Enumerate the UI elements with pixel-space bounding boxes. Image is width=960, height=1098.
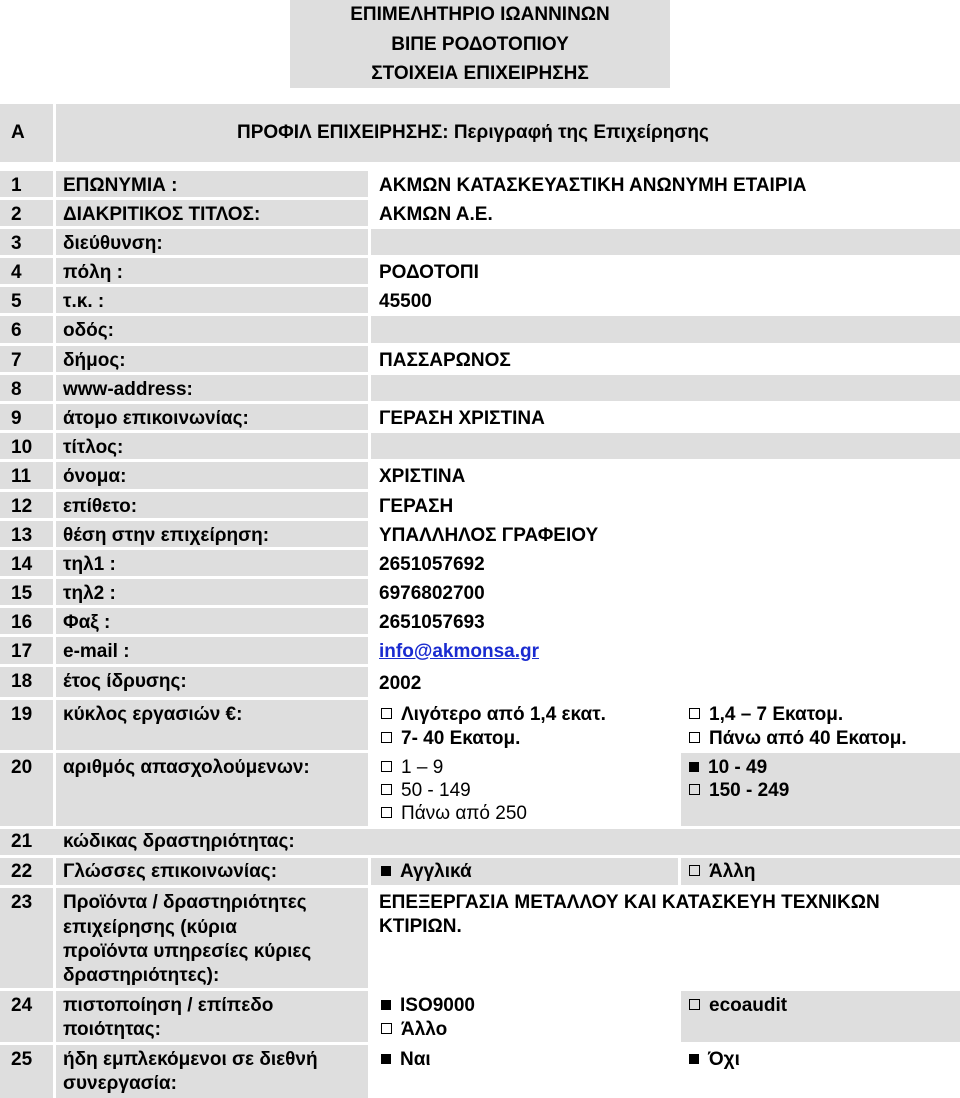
table-row bbox=[0, 375, 960, 401]
row-number: 2 bbox=[11, 204, 22, 225]
row-label: επιχείρησης (κύρια bbox=[63, 917, 237, 938]
option-employees-10-49[interactable]: 10 - 49 bbox=[689, 756, 767, 780]
row-value: ΠΑΣΣΑΡΩΝΟΣ bbox=[379, 350, 511, 371]
checkbox-empty-icon bbox=[689, 999, 700, 1010]
section-letter: Α bbox=[11, 122, 25, 143]
row-languages bbox=[0, 858, 960, 885]
row-label: δήμος: bbox=[63, 350, 126, 371]
row-label: πιστοποίηση / επίπεδο bbox=[63, 995, 274, 1016]
option-language-english[interactable]: Αγγλικά bbox=[381, 860, 472, 884]
row-number: 13 bbox=[11, 525, 33, 546]
row-number: 11 bbox=[11, 466, 32, 487]
row-label: έτος ίδρυσης: bbox=[63, 671, 187, 692]
row-number: 25 bbox=[11, 1049, 33, 1070]
option-cert-iso9000[interactable]: ISO9000 bbox=[381, 994, 475, 1018]
row-number: 22 bbox=[11, 861, 33, 882]
table-row bbox=[0, 521, 960, 547]
row-certification bbox=[0, 991, 960, 1042]
table-row bbox=[0, 492, 960, 518]
row-label: συνεργασία: bbox=[63, 1073, 177, 1094]
row-label: Γλώσσες επικοινωνίας: bbox=[63, 861, 278, 882]
row-number: 23 bbox=[11, 892, 33, 913]
table-row bbox=[0, 200, 960, 226]
checkbox-empty-icon bbox=[381, 761, 392, 772]
products-value: ΕΠΕΞΕΡΓΑΣΙΑ ΜΕΤΑΛΛΟΥ ΚΑΙ ΚΑΤΑΣΚΕΥΗ ΤΕΧΝΙΚΩΝ bbox=[379, 892, 880, 913]
row-label: διεύθυνση: bbox=[63, 233, 163, 254]
checkbox-empty-icon bbox=[381, 784, 392, 795]
option-language-other[interactable]: Άλλη bbox=[689, 860, 755, 884]
checkbox-empty-icon bbox=[689, 708, 700, 719]
row-number: 12 bbox=[11, 496, 33, 517]
row-label: e-mail : bbox=[63, 641, 130, 662]
table-row bbox=[0, 637, 960, 664]
row-number: 16 bbox=[11, 612, 33, 633]
option-cert-other[interactable]: Άλλο bbox=[381, 1018, 447, 1042]
row-number: 20 bbox=[11, 757, 33, 778]
row-label: τίτλος: bbox=[63, 437, 124, 458]
row-value: 2651057693 bbox=[379, 612, 485, 633]
row-label: όνομα: bbox=[63, 466, 127, 487]
row-label: αριθμός απασχολούμενων: bbox=[63, 757, 310, 778]
checkbox-empty-icon bbox=[381, 732, 392, 743]
table-row bbox=[0, 229, 960, 255]
row-number: 8 bbox=[11, 379, 22, 400]
checkbox-empty-icon bbox=[381, 807, 392, 818]
row-value: ΧΡΙΣΤΙΝΑ bbox=[379, 466, 466, 487]
row-value: 2651057692 bbox=[379, 554, 485, 575]
header-subtitle: ΒΙΠΕ ΡΟΔΟΤΟΠΙΟΥ bbox=[391, 34, 569, 55]
row-value: 2002 bbox=[379, 673, 422, 694]
table-row bbox=[0, 404, 960, 430]
section-row bbox=[0, 104, 960, 162]
option-turnover-1-4-7[interactable]: 1,4 – 7 Εκατομ. bbox=[689, 703, 843, 727]
row-employees bbox=[0, 753, 960, 826]
row-number: 24 bbox=[11, 995, 33, 1016]
table-row bbox=[0, 258, 960, 284]
row-number: 10 bbox=[11, 437, 33, 458]
row-number: 17 bbox=[11, 641, 33, 662]
row-label: οδός: bbox=[63, 320, 114, 341]
option-turnover-7-40[interactable]: 7- 40 Εκατομ. bbox=[381, 727, 520, 751]
row-value: ΓΕΡΑΣΗ ΧΡΙΣΤΙΝΑ bbox=[379, 408, 545, 429]
row-label: Φαξ : bbox=[63, 612, 111, 633]
row-number: 6 bbox=[11, 320, 22, 341]
option-intl-no[interactable]: Όχι bbox=[689, 1048, 740, 1072]
row-label: κώδικας δραστηριότητας: bbox=[63, 831, 295, 852]
checkbox-empty-icon bbox=[381, 1023, 392, 1034]
table-row bbox=[0, 462, 960, 489]
row-number: 1 bbox=[11, 175, 22, 196]
row-label: προϊόντα υπηρεσίες κύριες bbox=[63, 941, 312, 962]
row-label: επίθετο: bbox=[63, 496, 138, 517]
row-label: ήδη εμπλεκόμενοι σε διεθνή bbox=[63, 1049, 318, 1070]
checkbox-filled-icon bbox=[381, 1000, 391, 1010]
row-number: 21 bbox=[11, 831, 33, 852]
email-link[interactable]: info@akmonsa.gr bbox=[379, 641, 539, 662]
row-value: ΓΕΡΑΣΗ bbox=[379, 496, 454, 517]
row-number: 9 bbox=[11, 408, 22, 429]
checkbox-empty-icon bbox=[381, 708, 392, 719]
row-label: πόλη : bbox=[63, 262, 123, 283]
row-products bbox=[0, 888, 960, 988]
header-title: ΕΠΙΜΕΛΗΤΗΡΙΟ ΙΩΑΝΝΙΝΩΝ bbox=[350, 4, 610, 25]
table-row bbox=[0, 667, 960, 697]
option-cert-ecoaudit[interactable]: ecoaudit bbox=[689, 994, 787, 1018]
row-label: θέση στην επιχείρηση: bbox=[63, 525, 270, 546]
row-label: τηλ2 : bbox=[63, 583, 116, 604]
checkbox-filled-icon bbox=[689, 1054, 699, 1064]
row-number: 18 bbox=[11, 671, 33, 692]
row-label: ΕΠΩΝΥΜΙΑ : bbox=[63, 175, 178, 196]
row-label: άτομο επικοινωνίας: bbox=[63, 408, 249, 429]
row-number: 5 bbox=[11, 291, 22, 312]
header-section-name: ΣΤΟΙΧΕΙΑ ΕΠΙΧΕΙΡΗΣΗΣ bbox=[371, 63, 589, 84]
checkbox-filled-icon bbox=[381, 866, 391, 876]
checkbox-filled-icon bbox=[689, 762, 699, 772]
row-number: 7 bbox=[11, 350, 22, 371]
checkbox-empty-icon bbox=[689, 865, 700, 876]
section-title: ΠΡΟΦΙΛ ΕΠΙΧΕΙΡΗΣΗΣ: Περιγραφή της Επιχείρησης bbox=[237, 122, 709, 143]
option-employees-150-249[interactable]: 150 - 249 bbox=[689, 779, 789, 803]
checkbox-empty-icon bbox=[689, 784, 700, 795]
option-employees-gt-250[interactable]: Πάνω από 250 bbox=[381, 802, 527, 826]
row-activity-code bbox=[0, 829, 960, 855]
table-row bbox=[0, 608, 960, 634]
checkbox-empty-icon bbox=[689, 732, 700, 743]
table-row bbox=[0, 433, 960, 459]
option-turnover-lt-1-4[interactable]: Λιγότερο από 1,4 εκατ. bbox=[381, 703, 606, 727]
table-row bbox=[0, 171, 960, 197]
row-number: 14 bbox=[11, 554, 33, 575]
row-label: δραστηριότητες): bbox=[63, 965, 220, 986]
table-row bbox=[0, 550, 960, 576]
table-row bbox=[0, 346, 960, 372]
table-row bbox=[0, 316, 960, 343]
row-value: ΑΚΜΩΝ ΚΑΤΑΣΚΕΥΑΣΤΙΚΗ ΑΝΩΝΥΜΗ ΕΤΑΙΡΙΑ bbox=[379, 175, 807, 196]
row-turnover bbox=[0, 700, 960, 750]
row-label: Προϊόντα / δραστηριότητες bbox=[63, 892, 307, 913]
option-intl-yes[interactable]: Ναι bbox=[381, 1048, 431, 1072]
row-label: ΔΙΑΚΡΙΤΙΚΟΣ ΤΙΤΛΟΣ: bbox=[63, 204, 261, 225]
row-number: 4 bbox=[11, 262, 22, 283]
row-label: κύκλος εργασιών €: bbox=[63, 704, 243, 725]
row-label: τ.κ. : bbox=[63, 291, 105, 312]
row-label: τηλ1 : bbox=[63, 554, 116, 575]
row-value: 45500 bbox=[379, 291, 432, 312]
row-value: ΥΠΑΛΛΗΛΟΣ ΓΡΑΦΕΙΟΥ bbox=[379, 525, 599, 546]
row-value: ΑΚΜΩΝ Α.Ε. bbox=[379, 204, 493, 225]
table-row bbox=[0, 287, 960, 313]
option-turnover-gt-40[interactable]: Πάνω από 40 Εκατομ. bbox=[689, 727, 907, 751]
option-employees-50-149[interactable]: 50 - 149 bbox=[381, 779, 471, 803]
row-number: 3 bbox=[11, 233, 22, 254]
row-number: 19 bbox=[11, 704, 33, 725]
row-international bbox=[0, 1045, 960, 1098]
row-value: ΡΟΔΟΤΟΠΙ bbox=[379, 262, 479, 283]
checkbox-filled-icon bbox=[381, 1054, 391, 1064]
row-label: www-address: bbox=[63, 379, 193, 400]
row-label: ποιότητας: bbox=[63, 1019, 161, 1040]
row-number: 15 bbox=[11, 583, 33, 604]
row-value: 6976802700 bbox=[379, 583, 485, 604]
option-employees-1-9[interactable]: 1 – 9 bbox=[381, 756, 443, 780]
products-value: ΚΤΙΡΙΩΝ. bbox=[379, 916, 462, 937]
table-row bbox=[0, 579, 960, 605]
